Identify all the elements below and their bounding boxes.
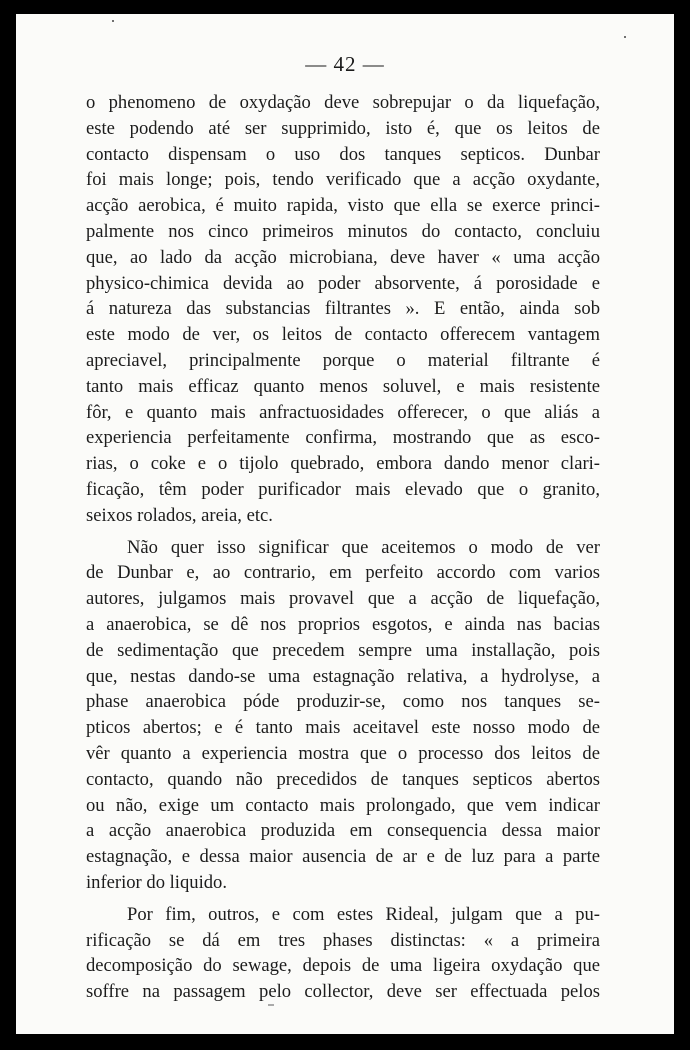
text-line: autores, julgamos mais provavel que a acção de liquefação, xyxy=(86,588,600,610)
text-line: experiencia perfeitamente confirma, mostrando que as esco- xyxy=(86,427,600,449)
print-mark xyxy=(268,1004,274,1006)
text-line: vêr quanto a experiencia mostra que o processo dos leitos de xyxy=(86,742,600,764)
text-line: o phenomeno de oxydação deve sobrepujar o da liquefação, xyxy=(86,92,600,113)
text-line: phase anaerobica póde produzir-se, como nos tanques se- xyxy=(86,691,600,713)
text-line: pticos abertos; e é tanto mais aceitavel este nosso modo de xyxy=(86,717,600,739)
text-line: tanto mais efficaz quanto menos soluvel, e mais resistente xyxy=(86,375,600,397)
text-line: á natureza das substancias filtrantes ». E então, ainda sob xyxy=(86,298,600,320)
text-line: contacto dispensam o uso dos tanques septicos. Dunbar xyxy=(86,143,600,165)
text-line: que, ao lado da acção microbiana, deve haver « uma acção xyxy=(86,246,600,268)
text-line: soffre na passagem pelo collector, deve ser effectuada pelos xyxy=(86,981,600,1003)
book-page xyxy=(16,14,674,1034)
text-line: este modo de ver, os leitos de contacto offerecem vantagem xyxy=(86,324,600,346)
text-line: apreciavel, principalmente porque o material filtrante é xyxy=(86,349,600,371)
text-line: a anaerobica, se dê nos proprios esgotos, e ainda nas bacias xyxy=(86,613,600,635)
text-line: seixos rolados, areia, etc. xyxy=(86,504,273,526)
print-speck xyxy=(624,36,626,38)
text-line: ou não, exige um contacto mais prolongado, que vem indicar xyxy=(86,794,600,816)
text-line: palmente nos cinco primeiros minutos do contacto, concluiu xyxy=(86,220,600,242)
text-line: inferior do liquido. xyxy=(86,871,227,893)
print-speck xyxy=(112,20,114,22)
page-number: — 42 — xyxy=(305,52,385,76)
text-line: de sedimentação que precedem sempre uma installação, pois xyxy=(86,639,600,661)
text-line: rificação se dá em tres phases distinctas: « a primeira xyxy=(86,929,600,951)
text-line: foi mais longe; pois, tendo verificado que a acção oxydante, xyxy=(86,169,600,191)
text-line: a acção anaerobica produzida em consequencia dessa maior xyxy=(86,820,600,842)
text-line: este podendo até ser supprimido, isto é, que os leitos de xyxy=(86,117,600,139)
text-line: de Dunbar e, ao contrario, em perfeito accordo com varios xyxy=(86,562,600,584)
text-line: ficação, têm poder purificador mais elevado que o granito, xyxy=(86,478,600,500)
text-line: rias, o coke e o tijolo quebrado, embora dando menor clari- xyxy=(86,453,600,475)
text-line: acção aerobica, é muito rapida, visto que ella se exerce princi- xyxy=(86,195,600,217)
text-line: fôr, e quanto mais anfractuosidades offerecer, o que aliás a xyxy=(86,401,600,423)
paragraph xyxy=(86,535,600,896)
paragraph xyxy=(86,90,600,529)
text-line: Por fim, outros, e com estes Rideal, julgam que a pu- xyxy=(127,903,600,925)
text-line: Não quer isso significar que aceitemos o modo de ver xyxy=(127,536,600,558)
text-line: decomposição do sewage, depois de uma ligeira oxydação que xyxy=(86,955,600,977)
paragraph xyxy=(86,902,600,1005)
text-line: que, nestas dando-se uma estagnação relativa, a hydrolyse, a xyxy=(86,665,600,687)
body-text xyxy=(86,90,600,1011)
text-line: estagnação, e dessa maior ausencia de ar e de luz para a parte xyxy=(86,846,600,868)
text-line: physico-chimica devida ao poder absorvente, á porosidade e xyxy=(86,272,600,294)
text-line: contacto, quando não precedidos de tanques septicos abertos xyxy=(86,768,600,790)
